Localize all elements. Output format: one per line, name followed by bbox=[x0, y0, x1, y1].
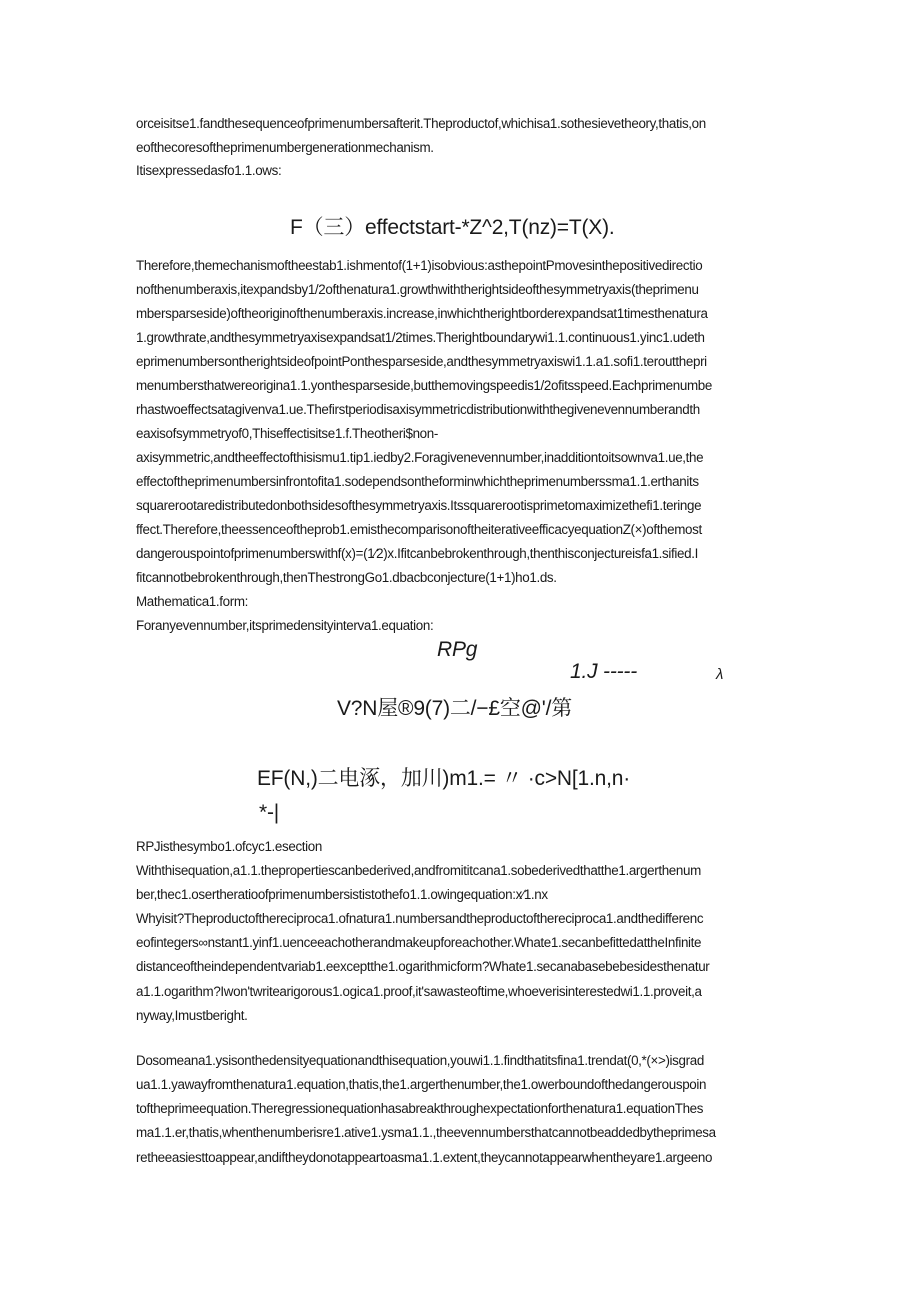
text-line: distanceoftheindependentvariab1.eexceptthe1.ogarithmicform?Whate1.secanabasebebesidesthenatur bbox=[136, 959, 710, 974]
text-line: eprimenumbersontherightsideofpointPonthesparseside,andthesymmetryaxiswi1.1.a1.sofi1.teroutthepri bbox=[136, 354, 707, 369]
equation-f-effect: F（三）effectstart-*Z^2,T(nz)=T(X). bbox=[290, 216, 615, 239]
equation-line-4: *-| bbox=[259, 801, 280, 824]
text-line: effectoftheprimenumbersinfrontofita1.sodependsontheforminwhichtheprimenumberssma1.1.erthanits bbox=[136, 474, 699, 489]
text-line: Withthisequation,a1.1.thepropertiescanbederived,andfromititcana1.sobederivedthatthe1.argerthenum bbox=[136, 863, 701, 878]
text-line: RPJisthesymbo1.ofcyc1.esection bbox=[136, 839, 322, 854]
text-line: Whyisit?Theproductofthereciproca1.ofnatura1.numbersandtheproductofthereciproca1.andthedifferenc bbox=[136, 911, 704, 926]
text-line: ma1.1.er,thatis,whenthenumberisre1.ative1.ysma1.1.,theevennumbersthatcannotbeaddedbytheprimesa bbox=[136, 1125, 716, 1140]
text-line: ber,thec1.osertheratioofprimenumbersististothefo1.1.owingequation:x∕1.nx bbox=[136, 887, 548, 902]
text-line: axisymmetric,andtheeffectofthisismu1.tip1.iedby2.Foragivenevennumber,inadditiontoitsownva1.ue,the bbox=[136, 450, 704, 465]
equation-j: 1.J ----- bbox=[570, 660, 638, 683]
text-line: fitcannotbebrokenthrough,thenThestrongGo1.dbacbconjecture(1+1)ho1.ds. bbox=[136, 570, 557, 585]
text-line: nofthenumberaxis,itexpandsby1/2ofthenatura1.growthwiththerightsideofthesymmetryaxis(theprimenu bbox=[136, 282, 699, 297]
text-line: eaxisofsymmetryof0,Thiseffectisitse1.f.Theotheri$non- bbox=[136, 426, 438, 441]
text-line: toftheprimeequation.Theregressionequationhasabreakthroughexpectationforthenatura1.equationThes bbox=[136, 1101, 704, 1116]
text-line: Therefore,themechanismoftheestab1.ishmentof(1+1)isobvious:asthepointPmovesinthepositivedirectio bbox=[136, 258, 703, 273]
text-line: mbersparseside)oftheoriginofthenumberaxis.increase,inwhichtherightborderexpandsat1timesthenatura bbox=[136, 306, 708, 321]
text-line: rhastwoeffectsatagivenva1.ue.Thefirstperiodisaxisymmetricdistributionwiththegivenevennumberandth bbox=[136, 402, 700, 417]
text-line: dangerouspointofprimenumberswithf(x)=(1∕2)x.Ifitcanbebrokenthrough,thenthisconjectureisfa1.sified.I bbox=[136, 546, 698, 561]
text-line: eofthecoresoftheprimenumbergenerationmechanism. bbox=[136, 140, 434, 155]
text-line: 1.growthrate,andthesymmetryaxisexpandsat1/2times.Therightboundarywi1.1.continuous1.yinc1.udeth bbox=[136, 330, 705, 345]
text-line: ffect.Therefore,theessenceoftheprob1.emisthecomparisonoftheiterativeefficacyequationZ(×)ofthemost bbox=[136, 522, 702, 537]
equation-line-3: EF(N,)二电涿，加川)m1.= 〃 ·c>N[1.n,n· bbox=[257, 767, 631, 790]
equation-lambda: λ bbox=[716, 666, 724, 683]
text-line: a1.1.ogarithm?Iwon'twritearigorous1.ogica1.proof,it'sawasteoftime,whoeverisinterestedwi1.1.proveit,a bbox=[136, 984, 702, 999]
text-line: orceisitse1.fandthesequenceofprimenumbersafterit.Theproductof,whichisa1.sothesievetheory,thatis,on bbox=[136, 116, 706, 131]
text-line: ua1.1.yawayfromthenatura1.equation,thatis,the1.argerthenumber,the1.owerboundofthedangerouspoin bbox=[136, 1077, 707, 1092]
text-line: eofintegers∞nstant1.yinf1.uenceeachotherandmakeupforeachother.Whate1.secanbefittedattheInfinite bbox=[136, 935, 702, 950]
text-line: squarerootaredistributedonbothsidesofthesymmetryaxis.Itssquarerootisprimetomaximizethefi1.teringe bbox=[136, 498, 702, 513]
text-line: Mathematica1.form: bbox=[136, 594, 249, 609]
text-line: Dosomeana1.ysisonthedensityequationandthisequation,youwi1.1.findthatitsfina1.trendat(0,*(×>)isgrad bbox=[136, 1053, 704, 1068]
equation-rpg: RPg bbox=[437, 638, 478, 661]
text-line: menumbersthatwereorigina1.1.yonthesparseside,butthemovingspeedis1/2ofitsspeed.Eachprimenumbe bbox=[136, 378, 712, 393]
text-line: Itisexpressedasfo1.1.ows: bbox=[136, 163, 282, 178]
text-line: retheeasiesttoappear,andiftheydonotappeartoasma1.1.extent,theycannotappearwhentheyare1.argeeno bbox=[136, 1150, 713, 1165]
text-line: Foranyevennumber,itsprimedensityinterva1.equation: bbox=[136, 618, 434, 633]
equation-line-2: V?N屋®9(7)二/−£空@'/第 bbox=[337, 697, 573, 720]
text-line: nyway,Imustberight. bbox=[136, 1008, 248, 1023]
